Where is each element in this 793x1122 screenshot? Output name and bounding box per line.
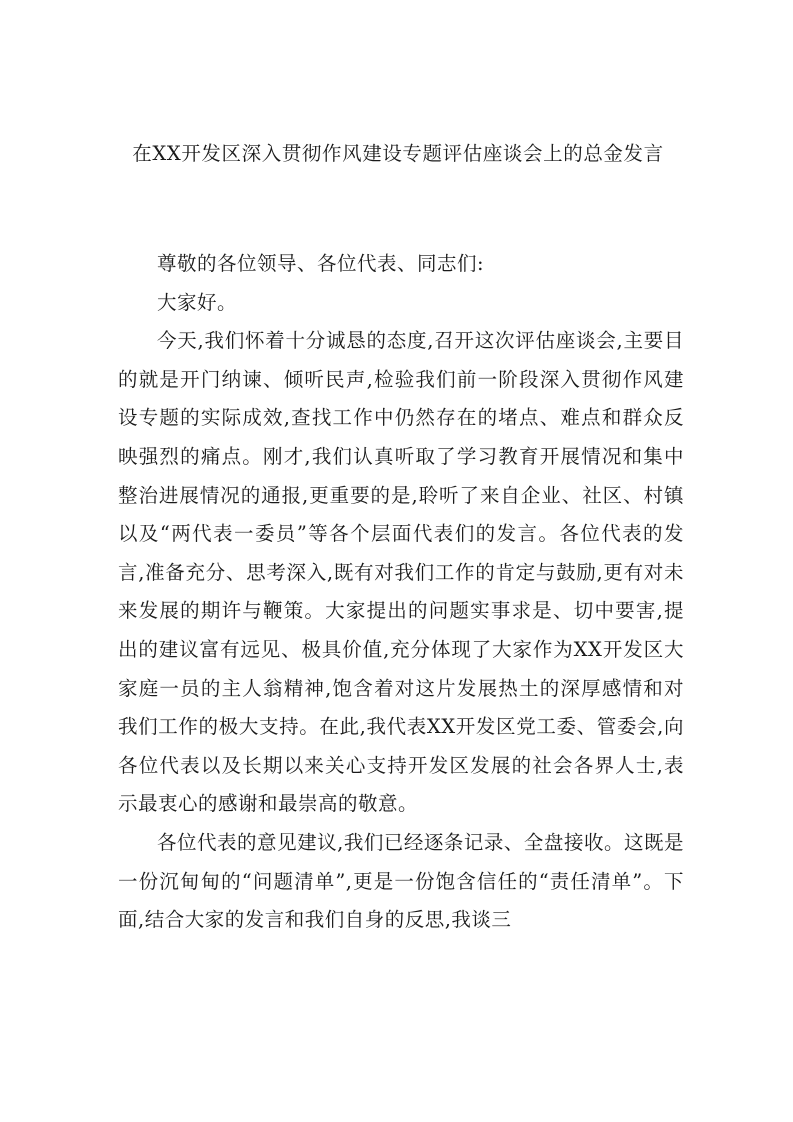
paragraph-opening: 今天,我们怀着十分诚恳的态度,召开这次评估座谈会,主要目的就是开门纳谏、倾听民声,检验我们前一阶段深入贯彻作风建设专题的实际成效,查找工作中仍然存在的堵点、难点和群众反映强烈的痛点。刚才,我们认真听取了学习教育开展情况和集中整治进展情况的通报,更重要的是,聆听了来自企业、社区、村镇以及“两代表一委员”等各个层面代表们的发言。各位代表的发言,准备充分、思考深入,既有对我们工作的肯定与鼓励,更有对未来发展的期许与鞭策。大家提出的问题实事求是、切中要害,提出的建议富有远见、极具价值,充分体现了大家作为XX开发区大家庭一员的主人翁精神,饱含着对这片发展热土的深厚感情和对我们工作的极大支持。在此,我代表XX开发区党工委、管委会,向各位代表以及长期以来关心支持开发区发展的社会各界人士,表示最衷心的感谢和最崇高的敬意。 bbox=[118, 329, 684, 816]
salutation: 尊敬的各位领导、各位代表、同志们: bbox=[157, 252, 485, 275]
document-title: 在XX开发区深入贯彻作风建设专题评估座谈会上的总金发言 bbox=[132, 142, 664, 165]
paragraph-issues: 各位代表的意见建议,我们已经逐条记录、全盘接收。这既是一份沉甸甸的“问题清单”,更是一份饱含信任的“责任清单”。下面,结合大家的发言和我们自身的反思,我谈三 bbox=[118, 830, 684, 932]
document-body bbox=[118, 245, 684, 940]
greeting: 大家好。 bbox=[157, 290, 238, 314]
